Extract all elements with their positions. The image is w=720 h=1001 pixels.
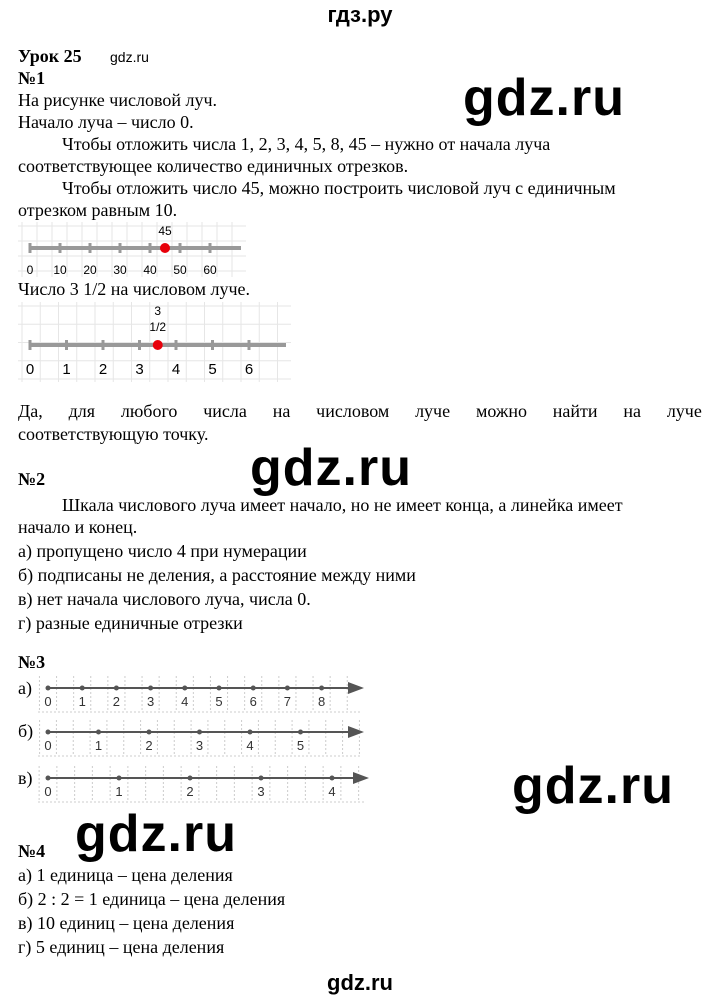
number-ray-half (18, 302, 293, 382)
site-footer: gdz.ru (327, 970, 393, 995)
point-label-top: 3 (154, 304, 162, 318)
task4-number: №4 (18, 841, 46, 861)
tick-label: 5 (208, 361, 217, 378)
arrow-head (348, 726, 364, 738)
task1-number: №1 (18, 68, 46, 88)
number-ray-c (38, 762, 373, 806)
tick-label: 20 (83, 263, 97, 277)
word: Да, (18, 401, 43, 421)
site-header: гдз.ру (327, 2, 393, 27)
tick-label: 5 (215, 694, 223, 709)
tick-dot (46, 686, 51, 691)
text-line (18, 400, 702, 422)
tick-label: 1 (94, 738, 103, 753)
tick-label: 0 (26, 263, 34, 277)
tick-dot (188, 776, 193, 781)
text-line: соответствующую точку. (18, 424, 209, 444)
tick-dot (248, 730, 253, 735)
tick-label: 3 (257, 784, 265, 799)
list-item: а) пропущено число 4 при нумерации (18, 541, 307, 561)
number-ray-tens (18, 222, 248, 277)
word: числовом (316, 401, 390, 421)
list-item: в) 10 единиц – цена деления (18, 913, 235, 933)
tick-label: 2 (186, 784, 194, 799)
tick-dot (319, 686, 324, 691)
word: любого (120, 401, 178, 421)
list-item: а) 1 единица – цена деления (18, 865, 233, 885)
text-line: начало и конец. (18, 517, 138, 537)
tick-dot (147, 730, 152, 735)
watermark: gdz.ru (512, 757, 674, 815)
word: луче (415, 401, 451, 421)
tick-label: 4 (171, 361, 181, 378)
watermark: gdz.ru (75, 805, 237, 863)
tick-label: 0 (44, 784, 52, 799)
word: на (623, 401, 641, 421)
tick-label: 3 (135, 361, 144, 378)
tick-label: 8 (317, 694, 326, 709)
word: луче (666, 401, 702, 421)
tick-dot (197, 730, 202, 735)
number-ray-b (38, 716, 368, 760)
word: найти (552, 401, 598, 421)
ray-label: а) (18, 678, 32, 698)
tick-label: 3 (146, 694, 155, 709)
task3-number: №3 (18, 652, 46, 672)
tick-dot (217, 686, 222, 691)
tick-label: 4 (181, 694, 189, 709)
tick-label: 2 (145, 738, 153, 753)
tick-label: 1 (115, 784, 123, 799)
tick-dot (117, 776, 122, 781)
tick-label: 4 (246, 738, 254, 753)
tick-label: 0 (25, 361, 35, 378)
tick-dot (96, 730, 101, 735)
point-marker (160, 243, 170, 253)
text-line: Чтобы отложить число 45, можно построить числовой луч с единичным (62, 178, 616, 198)
tick-label: 7 (283, 694, 292, 709)
list-item: г) 5 единиц – цена деления (18, 937, 225, 957)
caption: Число 3 1/2 на числовом луче. (18, 279, 251, 299)
tick-label: 6 (244, 361, 254, 378)
arrow-head (353, 772, 369, 784)
tick-dot (330, 776, 335, 781)
word: можно (475, 401, 527, 421)
tick-dot (285, 686, 290, 691)
point-label: 45 (158, 224, 172, 238)
tick-label: 6 (249, 694, 257, 709)
text-line: соответствующее количество единичных отрезков. (18, 156, 409, 176)
point-marker (153, 340, 163, 350)
text-line: Шкала числового луча имеет начало, но не имеет конца, а линейка имеет (62, 495, 623, 515)
point-label-bottom: 1/2 (149, 320, 167, 334)
watermark-small: gdz.ru (110, 49, 149, 65)
list-item: б) подписаны не деления, а расстояние между ними (18, 565, 416, 585)
tick-label: 0 (44, 738, 52, 753)
tick-label: 2 (98, 361, 108, 378)
text-line: Чтобы отложить числа 1, 2, 3, 4, 5, 8, 45 – нужно от начала луча (62, 134, 551, 154)
word: на (272, 401, 291, 421)
tick-dot (114, 686, 119, 691)
tick-label: 5 (296, 738, 305, 753)
justified-line (18, 400, 702, 422)
tick-label: 50 (173, 263, 187, 277)
text-line: Начало луча – число 0. (18, 112, 194, 132)
tick-label: 40 (143, 263, 157, 277)
tick-dot (182, 686, 187, 691)
watermark: gdz.ru (463, 69, 625, 127)
tick-label: 2 (112, 694, 121, 709)
tick-label: 1 (62, 361, 71, 378)
list-item: в) нет начала числового луча, числа 0. (18, 589, 311, 609)
tick-label: 4 (328, 784, 336, 799)
tick-label: 0 (44, 694, 52, 709)
text-line: отрезком равным 10. (18, 200, 178, 220)
word: для (68, 401, 96, 421)
list-item: б) 2 : 2 = 1 единица – цена деления (18, 889, 286, 909)
lesson-title: Урок 25 (18, 46, 82, 66)
tick-dot (298, 730, 303, 735)
watermark: gdz.ru (250, 439, 412, 497)
tick-dot (259, 776, 264, 781)
tick-label: 1 (78, 694, 86, 709)
word: числа (203, 401, 247, 421)
tick-label: 3 (195, 738, 204, 753)
number-ray-a (38, 672, 368, 716)
text-line: На рисунке числовой луч. (18, 90, 217, 110)
tick-dot (46, 730, 51, 735)
ray-label: б) (18, 721, 34, 741)
ray-label: в) (18, 768, 33, 788)
list-item: г) разные единичные отрезки (18, 613, 243, 633)
tick-dot (80, 686, 85, 691)
tick-label: 60 (203, 263, 217, 277)
arrow-head (348, 682, 364, 694)
tick-dot (251, 686, 256, 691)
tick-dot (46, 776, 51, 781)
tick-dot (148, 686, 153, 691)
tick-label: 30 (113, 263, 127, 277)
tick-label: 10 (53, 263, 67, 277)
task2-number: №2 (18, 469, 46, 489)
